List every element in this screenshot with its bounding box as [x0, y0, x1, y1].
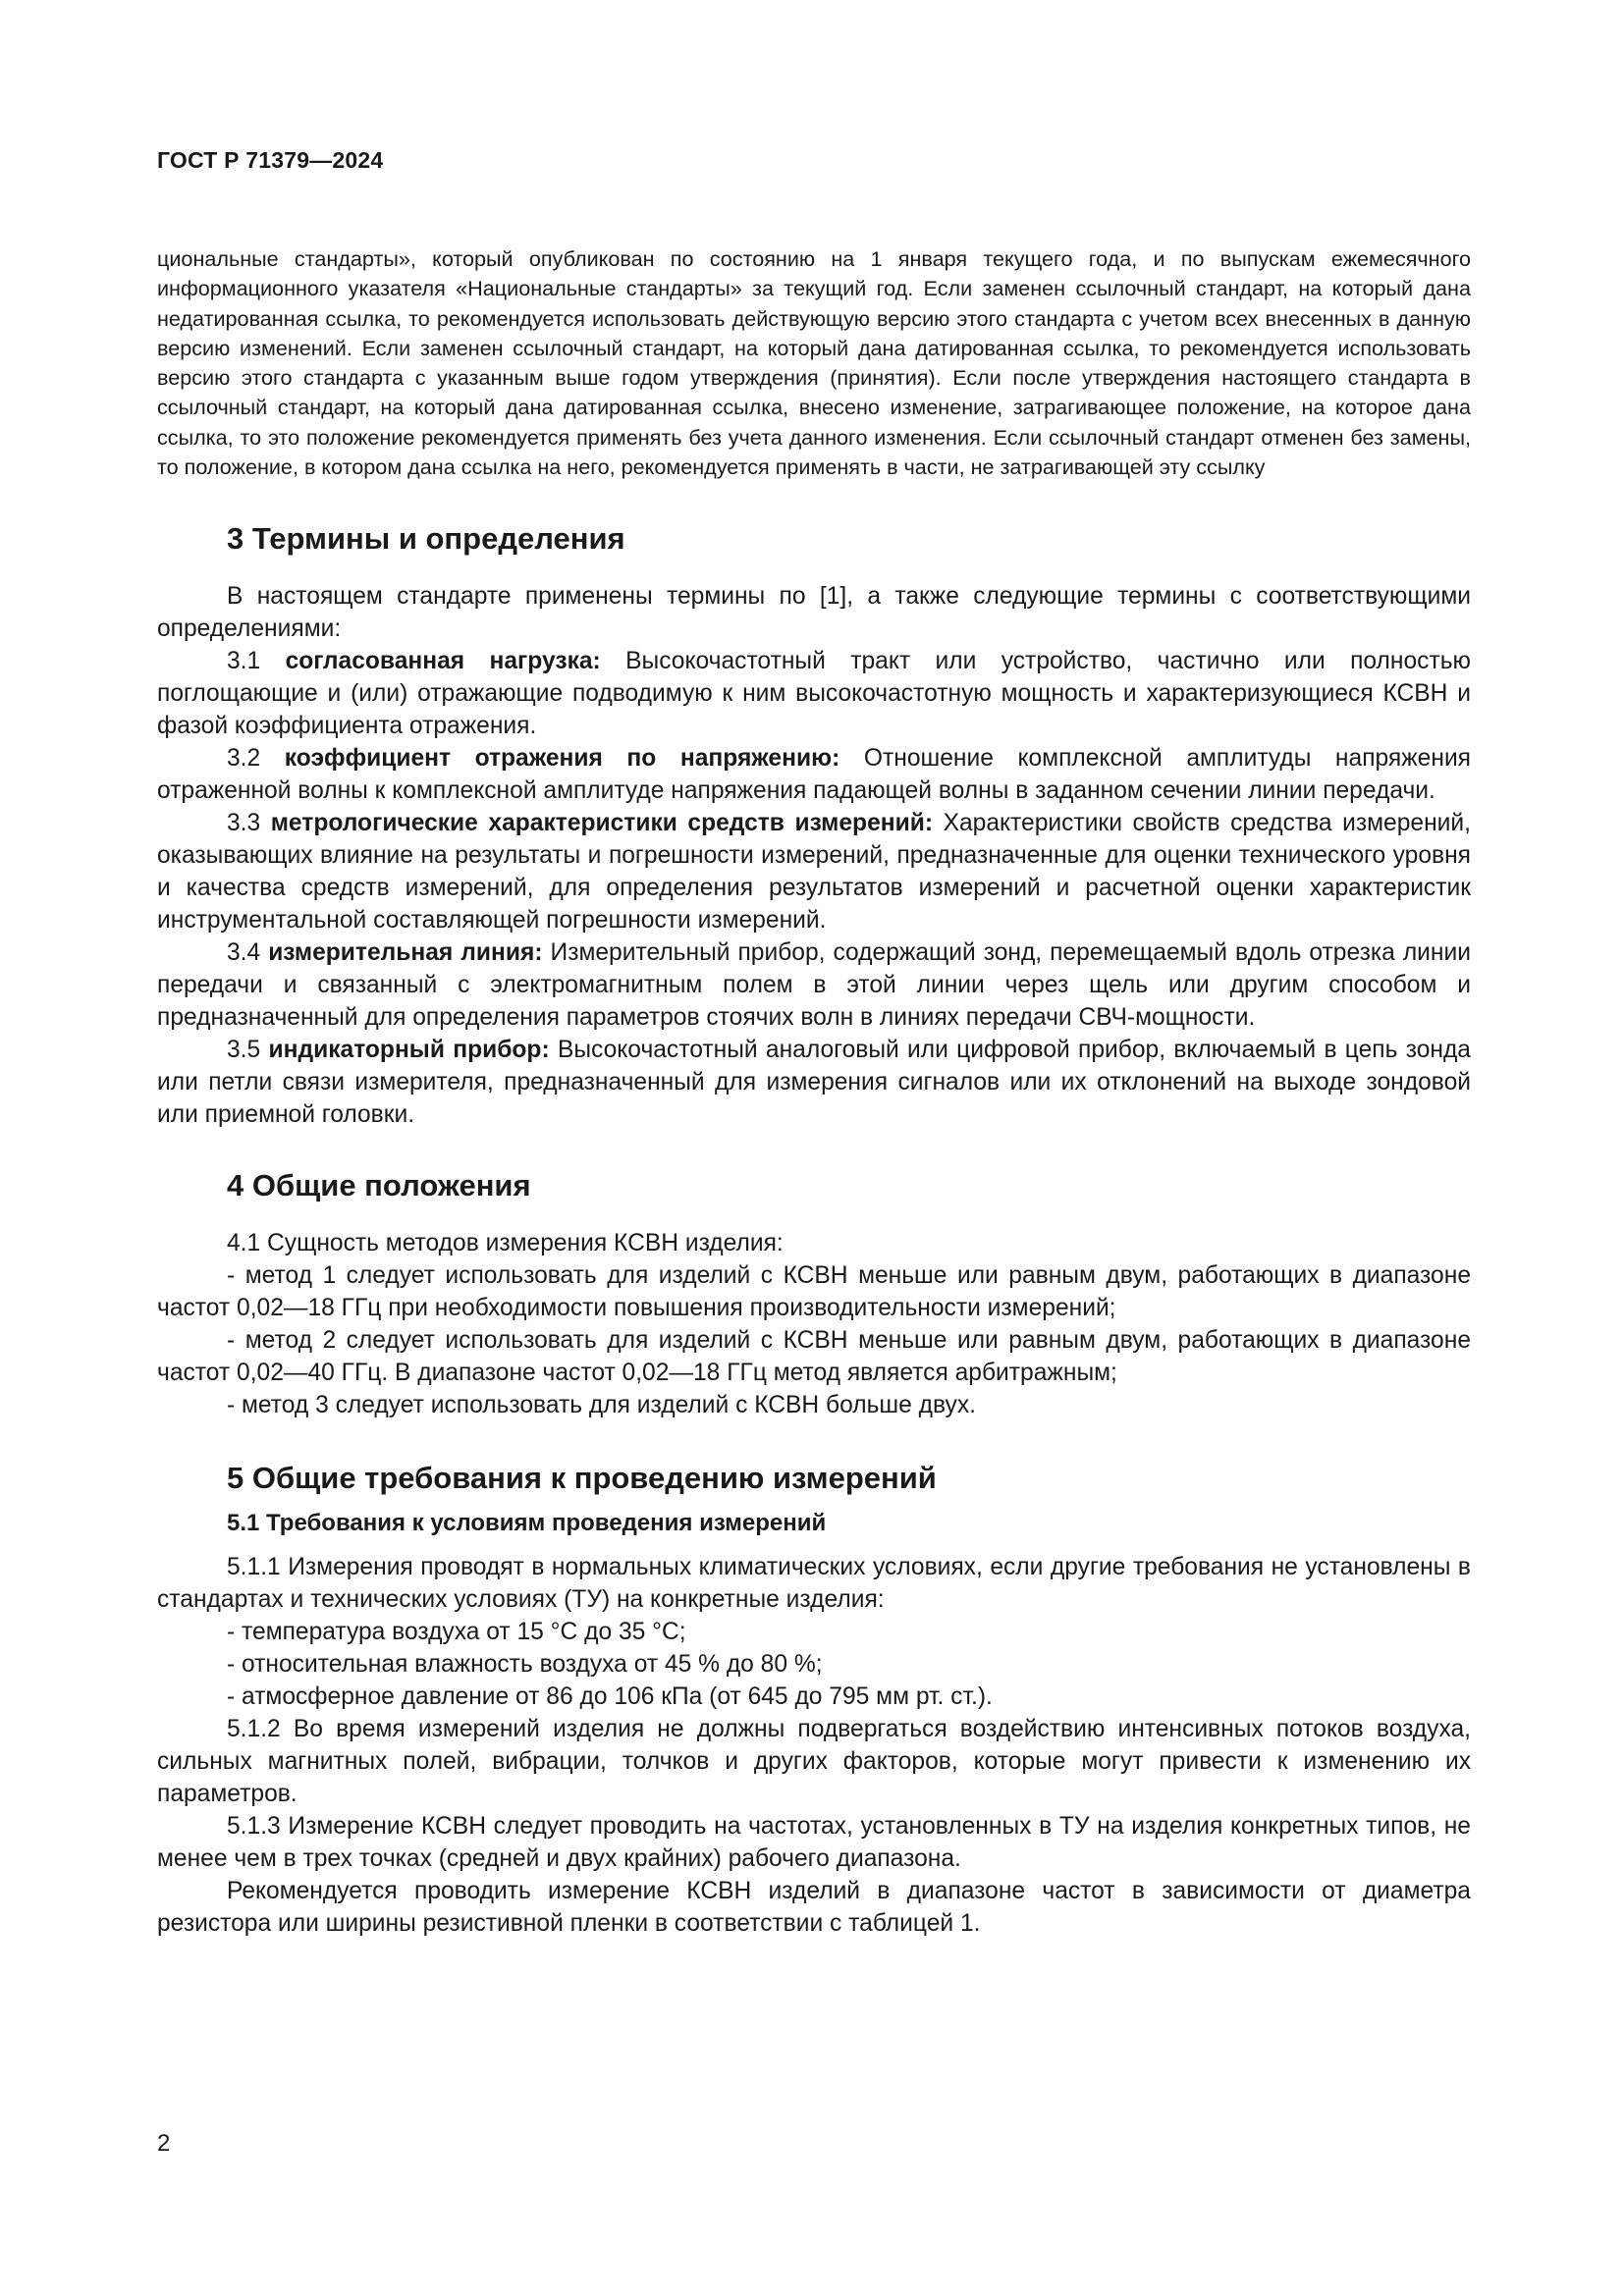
- term-name: метрологические характеристики средств измерений:: [270, 810, 934, 837]
- term-name: индикаторный прибор:: [268, 1037, 550, 1064]
- document-code: ГОСТ Р 71379—2024: [157, 147, 384, 173]
- term-number: 3.4: [227, 939, 261, 967]
- subsection-5-1-title: 5.1 Требования к условиям проведения измерений: [227, 1510, 827, 1537]
- method-1-item: - метод 1 следует использовать для изделий с КСВН меньше или равным двум, работающих в диапазоне частот 0,02—18 ГГц при необходимости повышения производительности измерений;: [157, 1262, 1471, 1322]
- paragraph-5-1-3: 5.1.3 Измерение КСВН следует проводить на частотах, установленных в ТУ на изделия конкретных типов, не менее чем в трех точках (средней и двух крайних) рабочего диапазона.: [157, 1813, 1471, 1873]
- term-3-4: [157, 936, 1471, 1034]
- term-3-2: [157, 742, 1471, 807]
- intro-paragraph: циональные стандарты», который опубликован по состоянию на 1 января текущего года, и по выпускам ежемесячного информационного указателя «Национальные стандарты» за текущий год. Если заменен ссылочный стандарт, на который дана недатированная ссылка, то рекомендуется использовать действующую версию этого стандарта с учетом всех внесенных в данную версию изменений. Если заменен ссылочный стандарт, на который дана датированная ссылка, то рекомендуется использовать версию этого стандарта с указанным выше годом утверждения (принятия). Если после утверждения настоящего стандарта в ссылочный стандарт, на который дана датированная ссылка, внесено изменение, затрагивающее положение, на которое дана ссылка, то это положение рекомендуется применять без учета данного изменения. Если ссылочный стандарт отменен без замены, то положение, в котором дана ссылка на него, рекомендуется применять в части, не затрагивающей эту ссылку: [157, 246, 1471, 480]
- section-3-intro: В настоящем стандарте применены термины по [1], а также следующие термины с соответствующими определениями:: [157, 583, 1471, 643]
- pressure-item: - атмосферное давление от 86 до 106 кПа (от 645 до 795 мм рт. ст.).: [227, 1683, 993, 1711]
- section-4-title: 4 Общие положения: [227, 1168, 531, 1203]
- paragraph-5-1-2: 5.1.2 Во время измерений изделия не должны подвергаться воздействию интенсивных потоков воздуха, сильных магнитных полей, вибрации, толчков и других факторов, которые могут привести к изменению их параметров.: [157, 1716, 1471, 1808]
- section-3-title: 3 Термины и определения: [227, 521, 625, 557]
- term-definition: Высокочастотный аналоговый или цифровой прибор, включаемый в цепь зонда или петли связи измерителя, предназначенный для измерения сигналов или их отклонений на выходе зондовой или приемной головки.: [157, 1037, 1471, 1129]
- humidity-item: - относительная влажность воздуха от 45 % до 80 %;: [227, 1651, 823, 1679]
- term-number: 3.1: [227, 648, 261, 675]
- section-5-title: 5 Общие требования к проведению измерений: [227, 1461, 937, 1496]
- method-3-item: - метод 3 следует использовать для изделий с КСВН больше двух.: [227, 1392, 976, 1419]
- paragraph-4-1: 4.1 Сущность методов измерения КСВН изделия:: [227, 1230, 784, 1257]
- term-3-3: [157, 807, 1471, 936]
- recommendation-paragraph: Рекомендуется проводить измерение КСВН изделий в диапазоне частот в зависимости от диаметра резистора или ширины резистивной пленки в соответствии с таблицей 1.: [157, 1878, 1471, 1938]
- method-2-item: - метод 2 следует использовать для изделий с КСВН меньше или равным двум, работающих в диапазоне частот 0,02—40 ГГц. В диапазоне частот 0,02—18 ГГц метод является арбитражным;: [157, 1327, 1471, 1387]
- page-number: 2: [157, 2130, 171, 2157]
- term-name: измерительная линия:: [268, 939, 543, 967]
- term-name: согласованная нагрузка:: [285, 648, 601, 675]
- term-name: коэффициент отражения по напряжению:: [284, 745, 840, 773]
- term-number: 3.2: [227, 745, 261, 773]
- document-page: [157, 147, 1471, 1940]
- term-number: 3.3: [227, 810, 261, 837]
- term-3-5: [157, 1034, 1471, 1131]
- term-3-1: [157, 645, 1471, 742]
- term-definition: Высокочастотный тракт или устройство, частично или полностью поглощающие и (или) отражающие подводимую к ним высокочастотную мощность и характеризующиеся КСВН и фазой коэффициента отражения.: [157, 648, 1471, 740]
- temperature-item: - температура воздуха от 15 °С до 35 °С;: [227, 1619, 686, 1646]
- paragraph-5-1-1: 5.1.1 Измерения проводят в нормальных климатических условиях, если другие требования не установлены в стандартах и технических условиях (ТУ) на конкретные изделия:: [157, 1554, 1471, 1614]
- term-definition: Характеристики свойств средства измерений, оказывающих влияние на результаты и погрешности измерений, предназначенные для оценки технического уровня и качества средств измерений, для определения результатов измерений и расчетной оценки характеристик инструментальной составляющей погрешности измерений.: [157, 810, 1471, 934]
- term-definition: Измерительный прибор, содержащий зонд, перемещаемый вдоль отрезка линии передачи и связанный с электромагнитным полем в этой линии через щель или другим способом и предназначенный для определения параметров стоячих волн в линиях передачи СВЧ-мощности.: [157, 939, 1471, 1032]
- term-definition: Отношение комплексной амплитуды напряжения отраженной волны к комплексной амплитуде напряжения падающей волны в заданном сечении линии передачи.: [157, 745, 1472, 805]
- term-number: 3.5: [227, 1037, 261, 1064]
